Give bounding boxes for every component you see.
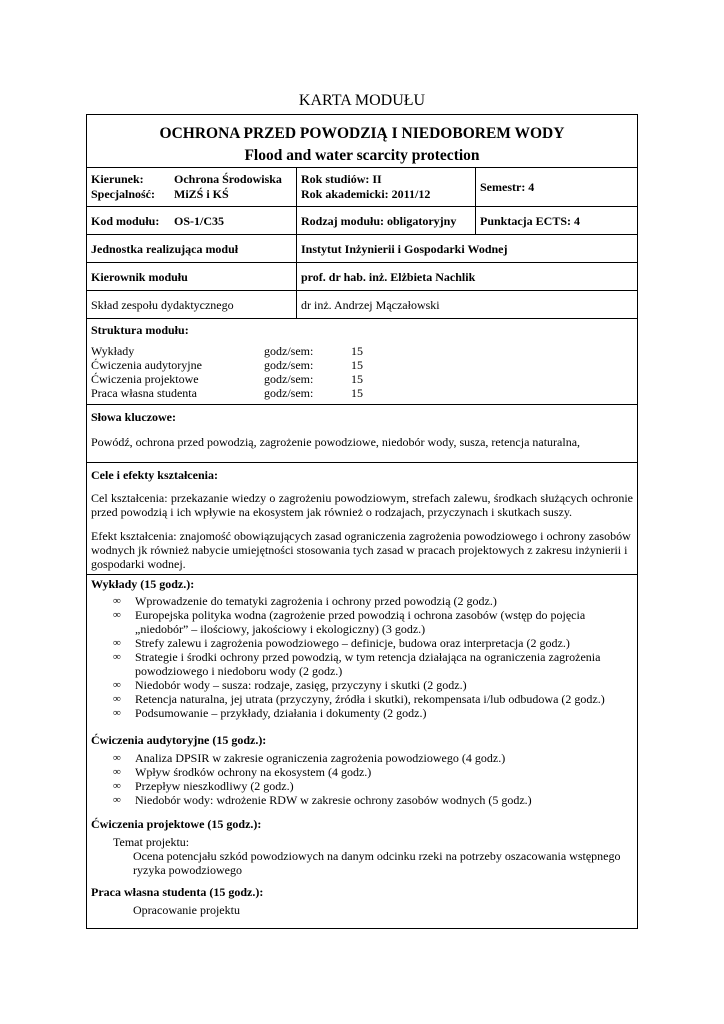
goals-cel-text: Cel kształcenia: przekazanie wiedzy o zagrożeniu powodziowym, strefach zalewu, środkach służących ochronie przed powodzią i ich wpływie na ekosystem jak również o rodzajach, przyczynach i skutkach suszy.	[91, 491, 633, 519]
lectures-list	[113, 594, 631, 720]
structure-row-value: 15	[351, 344, 363, 358]
structure-row-unit: godz/sem:	[264, 386, 314, 400]
structure-row-unit: godz/sem:	[264, 344, 314, 358]
project-heading: Ćwiczenia projektowe (15 godz.):	[91, 817, 262, 831]
module-title-row	[87, 115, 637, 168]
infinity-bullet-icon: ∞	[113, 595, 121, 607]
kod-label: Kod modułu:	[91, 214, 160, 228]
jednostka-label: Jednostka realizująca moduł	[91, 242, 239, 256]
project-topic-text: Ocena potencjału szkód powodziowych na danym odcinku rzeki na potrzeby oszacowania wstępnego ryzyka powodziowego	[133, 849, 621, 877]
structure-section	[87, 319, 637, 405]
specjalnosc-value: MiZŚ i KŚ	[174, 187, 229, 201]
structure-row-label: Wykłady	[91, 344, 135, 358]
list-item: ∞ Niedobór wody – susza: rodzaje, zasięg, przyczyny i skutki (2 godz.)	[113, 678, 467, 692]
list-item: ∞ Strefy zalewu i zagrożenia powodziowego – definicje, budowa oraz interpretacja (2 godz.)	[113, 636, 570, 650]
keywords-heading: Słowa kluczowe:	[91, 410, 176, 424]
module-card	[86, 114, 638, 929]
goals-heading: Cele i efekty kształcenia:	[91, 468, 218, 482]
module-code-row	[87, 207, 637, 235]
jednostka-value: Instytut Inżynierii i Gospodarki Wodnej	[301, 242, 508, 256]
list-item: ∞ Analiza DPSIR w zakresie ograniczenia zagrożenia powodziowego (4 godz.)	[113, 751, 506, 765]
course-content-section	[87, 575, 637, 928]
goals-efekt-text: Efekt kształcenia: znajomość obowiązujących zasad ograniczenia zagrożenia powodziowego i ochrony zasobów wodnych jk również nabycie umiejętności stosowania tych zasad w pracach projektowych z zakresu inżynierii i gospodarki wodnej.	[91, 529, 631, 571]
sklad-label: Skład zespołu dydaktycznego	[91, 298, 234, 312]
keywords-text: Powódź, ochrona przed powodzią, zagrożenie powodziowe, niedobór wody, susza, retencja naturalna,	[91, 435, 581, 449]
infinity-bullet-icon: ∞	[113, 609, 121, 621]
structure-row-label: Ćwiczenia projektowe	[91, 372, 199, 386]
infinity-bullet-icon: ∞	[113, 780, 121, 792]
structure-row-unit: godz/sem:	[264, 358, 314, 372]
list-item: ∞ Wpływ środków ochrony na ekosystem (4 godz.)	[113, 765, 372, 779]
infinity-bullet-icon: ∞	[113, 766, 121, 778]
punktacja-ects: Punktacja ECTS: 4	[480, 214, 581, 228]
self-study-heading: Praca własna studenta (15 godz.):	[91, 885, 264, 899]
list-item: ∞ Niedobór wody: wdrożenie RDW w zakresie ochrony zasobów wodnych (5 godz.)	[113, 793, 532, 807]
lectures-heading: Wykłady (15 godz.):	[91, 577, 195, 591]
structure-row-project	[91, 372, 391, 386]
rok-studiow: Rok studiów: II	[301, 172, 382, 186]
keywords-section	[87, 405, 637, 463]
infinity-bullet-icon: ∞	[113, 679, 121, 691]
project-topic-label: Temat projektu:	[113, 835, 190, 849]
exercises-list	[113, 751, 631, 807]
structure-heading: Struktura modułu:	[91, 323, 189, 337]
exercises-heading: Ćwiczenia audytoryjne (15 godz.):	[91, 733, 267, 747]
sklad-value: dr inż. Andrzej Mączałowski	[301, 298, 440, 312]
structure-row-lectures	[91, 344, 391, 358]
team-row	[87, 291, 637, 319]
structure-row-label: Ćwiczenia audytoryjne	[91, 358, 202, 372]
structure-row-value: 15	[351, 372, 363, 386]
kierownik-value: prof. dr hab. inż. Elżbieta Nachlik	[301, 270, 476, 284]
structure-row-value: 15	[351, 386, 363, 400]
infinity-bullet-icon: ∞	[113, 794, 121, 806]
list-item: ∞ Wprowadzenie do tematyki zagrożenia i ochrony przed powodzią (2 godz.)	[113, 594, 497, 608]
unit-row	[87, 235, 637, 263]
list-item: ∞ Podsumowanie – przykłady, działania i dokumenty (2 godz.)	[113, 706, 427, 720]
infinity-bullet-icon: ∞	[113, 752, 121, 764]
infinity-bullet-icon: ∞	[113, 637, 121, 649]
list-item: ∞ Retencja naturalna, jej utrata (przyczyny, źródła i skutki), rekompensata i/lub odbudowa (2 godz.)	[113, 692, 605, 706]
structure-row-self-study	[91, 386, 391, 400]
module-title-en: Flood and water scarcity protection	[244, 147, 480, 164]
list-item: ∞ Europejska polityka wodna (zagrożenie przed powodzią i ochrona zasobów (wstęp do pojęcia „niedobór” – ilościowy, jakościowy i ekologiczny) (3 godz.)	[113, 608, 586, 636]
specjalnosc-label: Specjalność:	[91, 187, 155, 201]
infinity-bullet-icon: ∞	[113, 651, 121, 663]
structure-row-label: Praca własna studenta	[91, 386, 197, 400]
kod-value: OS-1/C35	[174, 214, 225, 228]
structure-row-exercises	[91, 358, 391, 372]
infinity-bullet-icon: ∞	[113, 707, 121, 719]
semestr: Semestr: 4	[480, 180, 535, 194]
structure-row-unit: godz/sem:	[264, 372, 314, 386]
document-title: KARTA MODUŁU	[298, 92, 426, 109]
rodzaj-modulu: Rodzaj modułu: obligatoryjny	[301, 214, 457, 228]
list-item: ∞ Strategie i środki ochrony przed powodzią, w tym retencja działająca na ograniczenia zagrożenia powodziowego i niedoboru wody (2 godz.)	[113, 650, 601, 678]
infinity-bullet-icon: ∞	[113, 693, 121, 705]
self-study-text: Opracowanie projektu	[133, 903, 240, 917]
manager-row	[87, 263, 637, 291]
study-info-row	[87, 168, 637, 207]
rok-akademicki: Rok akademicki: 2011/12	[301, 187, 431, 201]
structure-row-value: 15	[351, 358, 363, 372]
kierunek-value: Ochrona Środowiska	[174, 172, 282, 186]
list-item: ∞ Przepływ nieszkodliwy (2 godz.)	[113, 779, 294, 793]
goals-section	[87, 463, 637, 575]
kierownik-label: Kierownik modułu	[91, 270, 188, 284]
module-title-pl: OCHRONA PRZED POWODZIĄ I NIEDOBOREM WODY	[159, 125, 565, 142]
kierunek-label: Kierunek:	[91, 172, 144, 186]
